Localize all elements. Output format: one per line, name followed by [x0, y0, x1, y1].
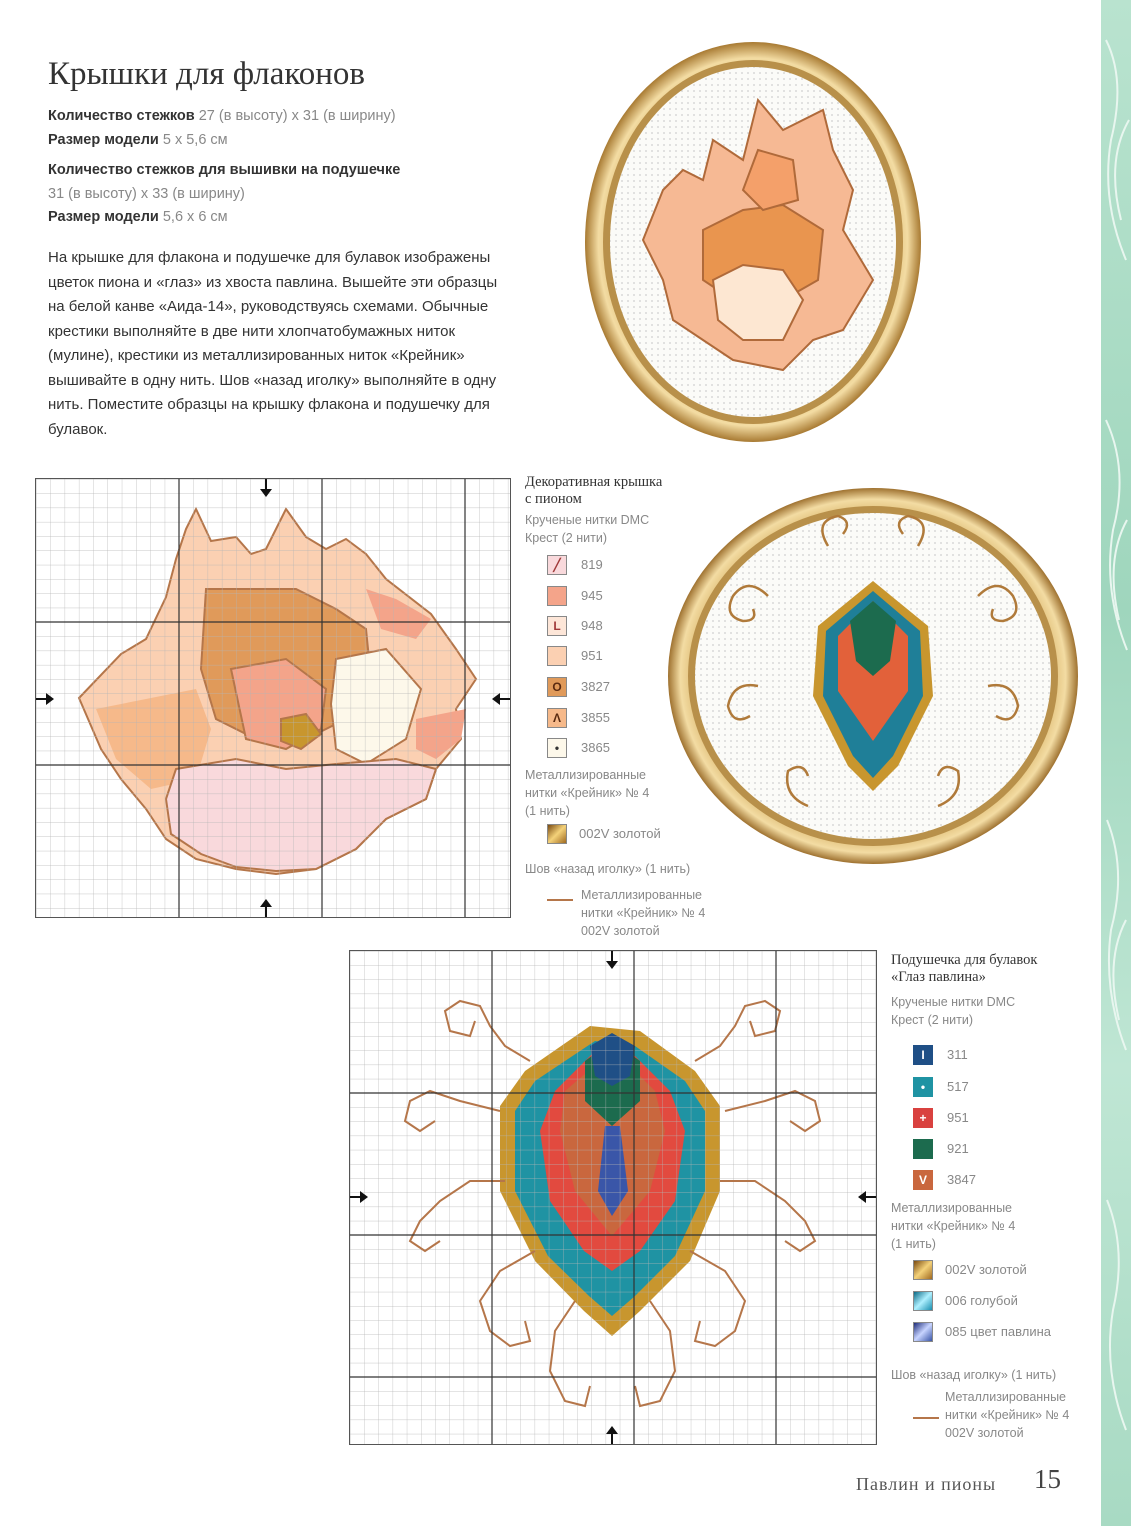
spec-line: Количество стежков 27 (в высоту) х 31 (в ширину): [48, 108, 396, 124]
peacock-chart: [349, 950, 877, 1445]
legend-title: «Глаз павлина»: [891, 969, 986, 985]
swatch: I: [913, 1045, 933, 1065]
running-footer: Павлин и пионы: [856, 1474, 997, 1494]
swatch: [913, 1139, 933, 1159]
swatch: •: [547, 738, 567, 758]
swatch: •: [913, 1077, 933, 1097]
legend-subtitle: Крученые нитки DMC: [525, 513, 650, 527]
legend-title: Подушечка для булавок: [891, 952, 1038, 968]
swatch: V: [913, 1170, 933, 1190]
leaf-pattern-icon: [1101, 0, 1131, 1526]
legend-subtitle: Крест (2 нити): [525, 531, 607, 545]
decorative-side-strip: [1101, 0, 1131, 1526]
peony-legend: Декоративная крышка с пионом Крученые нитки DMC Крест (2 нити) ╱ 819 945 L 948 951 O 3827 Λ 3855 • 3865 Металлизированные нитки «Крейник» № 4 (1 нить) 002V золотой Шов «назад иголку» (1 нить) Металлизированные нитки «Крейник» № 4 002V золотой: [525, 474, 706, 938]
swatch: Λ: [547, 708, 567, 728]
peacock-legend: Подушечка для булавок «Глаз павлина» Крученые нитки DMC Крест (2 нити) I 311 • 517 + 951 921 V 3847 Металлизированные нитки «Крейник» № 4 (1 нить) 002V золотой 006 голубой 085 цвет павлина Шов «назад иголку» (1 нить) Металлизированные нитки «Крейник» № 4 002V золотой: [891, 952, 1070, 1440]
backstitch-line-icon: [913, 1417, 939, 1419]
intro-paragraph: На крышке для флакона и подушечке для булавок изображены цветок пиона и «глаз» из хвоста павлина. Вышейте эти образцы на белой канве «Аида-14», руководствуясь схемами. Обычные крестики выполняйте в две нити хлопчатобумажных ниток (мулине), крестики из металлизированных ниток «Крейник» вышивайте в одну нить. Шов «назад иголку» выполняйте в одну нить. Поместите образцы на крышку флакона и подушечку для булавок.: [48, 249, 498, 438]
legend-title: Декоративная крышка: [525, 474, 663, 490]
swatch: O: [547, 677, 567, 697]
peacock-lid-photo: [668, 486, 1083, 866]
page-number: 15: [1034, 1464, 1061, 1494]
legend-subtitle: Крест (2 нити): [891, 1013, 973, 1027]
backstitch-line-icon: [547, 899, 573, 901]
peony-chart: [35, 478, 511, 918]
swatch: ╱: [547, 555, 567, 575]
spec-line: 31 (в высоту) х 33 (в ширину): [48, 186, 245, 202]
legend-subtitle: Крученые нитки DMC: [891, 995, 1016, 1009]
gold-swatch: [913, 1260, 933, 1280]
spec-line: Размер модели 5,6 х 6 см: [48, 209, 228, 225]
swatch: [547, 586, 567, 606]
spec-line: Количество стежков для вышивки на подушечке: [48, 162, 401, 178]
blue-swatch: [913, 1291, 933, 1311]
peacock-swatch: [913, 1322, 933, 1342]
swatch: L: [547, 616, 567, 636]
swatch: +: [913, 1108, 933, 1128]
spec-line: Размер модели 5 х 5,6 см: [48, 132, 228, 148]
peony-lid-photo: [583, 40, 923, 445]
page-title: Крышки для флаконов: [48, 56, 365, 92]
swatch: [547, 646, 567, 666]
gold-swatch: [547, 824, 567, 844]
legend-title: с пионом: [525, 491, 582, 507]
